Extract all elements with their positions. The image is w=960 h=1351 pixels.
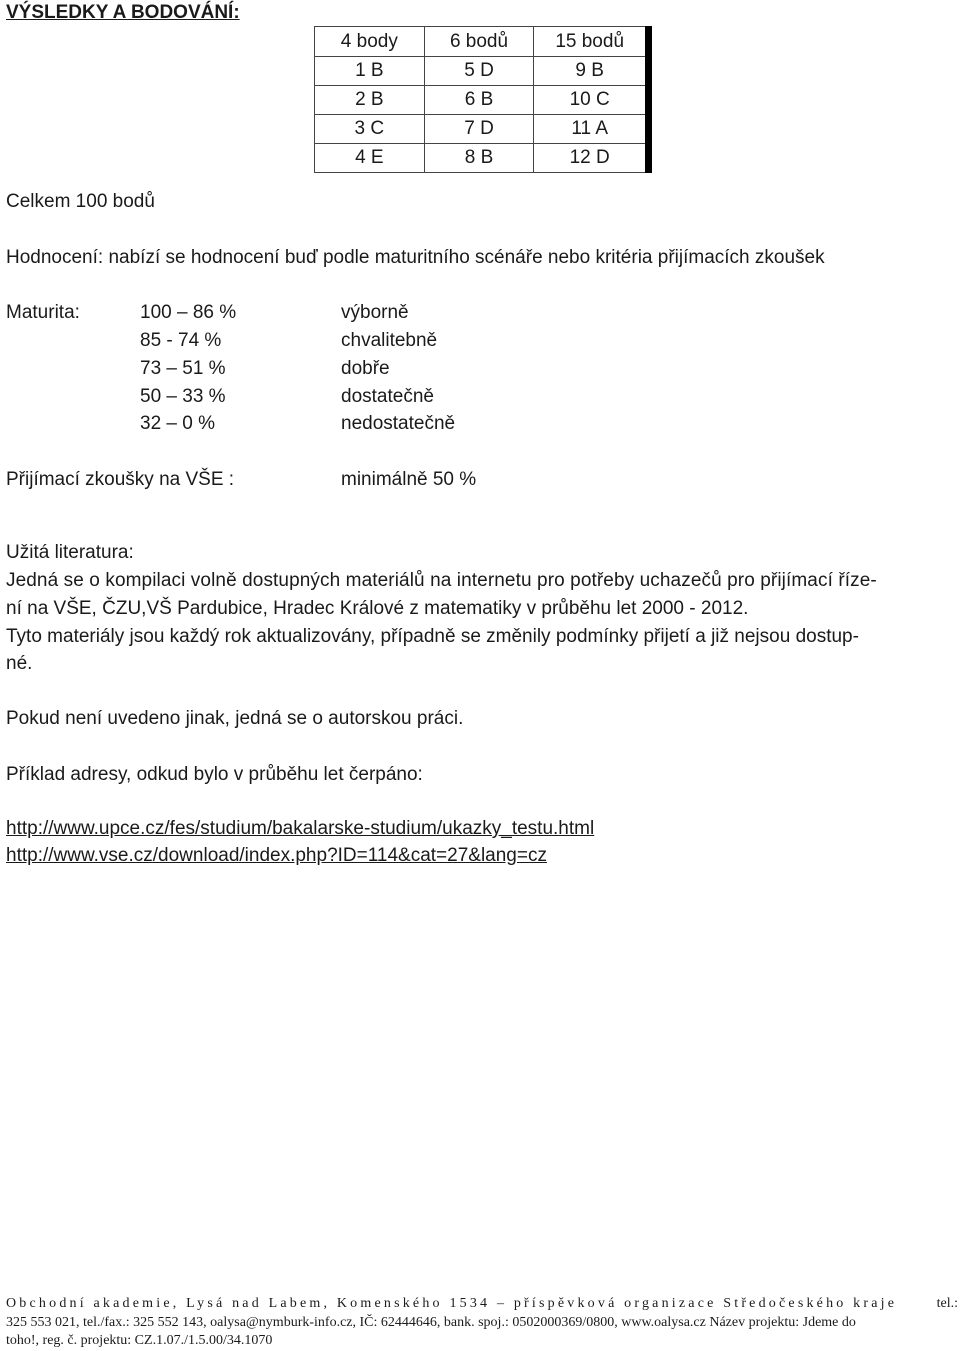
answer-cell: 6 B — [424, 86, 534, 115]
page-title: VÝSLEDKY A BODOVÁNÍ: — [6, 2, 240, 23]
header-15-points: 15 bodů — [534, 27, 649, 57]
source-link-vse[interactable]: http://www.vse.cz/download/index.php?ID=114&cat=27&lang=cz — [6, 845, 547, 866]
answer-cell: 11 A — [534, 115, 649, 144]
maturita-label: Maturita: — [6, 302, 80, 323]
answer-table-row — [315, 115, 649, 144]
answer-cell: 9 B — [534, 57, 649, 86]
literature-text: né. — [6, 653, 33, 674]
grade-name: dobře — [341, 358, 390, 379]
grade-range: 100 – 86 % — [140, 302, 237, 323]
header-4-points: 4 body — [315, 27, 425, 57]
grade-name: dostatečně — [341, 386, 434, 407]
literature-text: Jedná se o kompilaci volně dostupných materiálů na internetu pro potřeby uchazečů pro přijímací říze- — [6, 570, 877, 591]
answer-cell: 12 D — [534, 144, 649, 173]
footer-tel-label: tel.: — [936, 1296, 958, 1311]
answer-cell: 3 C — [315, 115, 425, 144]
grade-range: 32 – 0 % — [140, 413, 215, 434]
literature-text: ní na VŠE, ČZU,VŠ Pardubice, Hradec Králové z matematiky v průběhu let 2000 - 2012. — [6, 598, 749, 619]
answer-cell: 8 B — [424, 144, 534, 173]
footer-project: toho!, reg. č. projektu: CZ.1.07./1.5.00/34.1070 — [6, 1333, 273, 1348]
grade-name: chvalitebně — [341, 330, 438, 351]
answer-table-row — [315, 144, 649, 173]
source-link-upce[interactable]: http://www.upce.cz/fes/studium/bakalarske-studium/ukazky_testu.html — [6, 818, 595, 839]
admission-value: minimálně 50 % — [341, 469, 477, 490]
header-6-points: 6 bodů — [424, 27, 534, 57]
footer-contact: 325 553 021, tel./fax.: 325 552 143, oalysa@nymburk-info.cz, IČ: 62444646, bank. spoj.: 0502000369/0800, www.oalysa.cz Název projektu: Jdeme do — [6, 1315, 856, 1330]
literature-text: Tyto materiály jsou každý rok aktualizovány, případně se změnily podmínky přijetí a již nejsou dostup- — [6, 626, 859, 647]
answer-cell: 7 D — [424, 115, 534, 144]
answer-cell: 10 C — [534, 86, 649, 115]
grade-name: nedostatečně — [341, 413, 456, 434]
grade-range: 50 – 33 % — [140, 386, 226, 407]
evaluation-note: Hodnocení: nabízí se hodnocení buď podle maturitního scénáře nebo kritéria přijímacích zkoušek — [6, 247, 825, 268]
answer-cell: 4 E — [315, 144, 425, 173]
answer-table-header-row — [315, 27, 649, 57]
answer-key-table — [314, 26, 652, 173]
answer-cell: 1 B — [315, 57, 425, 86]
sources-heading: Příklad adresy, odkud bylo v průběhu let čerpáno: — [6, 764, 423, 785]
authorship-note: Pokud není uvedeno jinak, jedná se o autorskou práci. — [6, 708, 464, 729]
answer-cell: 2 B — [315, 86, 425, 115]
literature-heading: Užitá literatura: — [6, 542, 134, 563]
answer-cell: 5 D — [424, 57, 534, 86]
grade-name: výborně — [341, 302, 409, 323]
grade-range: 85 - 74 % — [140, 330, 222, 351]
admission-label: Přijímací zkoušky na VŠE : — [6, 469, 235, 490]
footer-organization: Obchodní akademie, Lysá nad Labem, Komenského 1534 – příspěvková organizace Středočeského kraje — [6, 1296, 898, 1311]
total-points: Celkem 100 bodů — [6, 191, 155, 212]
answer-table-row — [315, 86, 649, 115]
grade-range: 73 – 51 % — [140, 358, 226, 379]
answer-table-row — [315, 57, 649, 86]
